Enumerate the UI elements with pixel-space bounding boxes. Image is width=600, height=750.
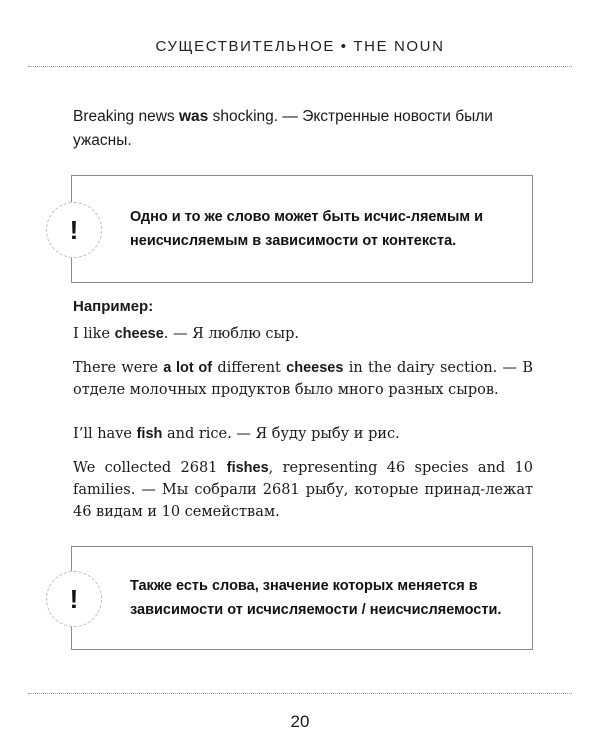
running-header: СУЩЕСТВИТЕЛЬНОЕ • THE NOUN	[155, 38, 445, 55]
example-sentence: We collected 2681 fishes, representing 46 species and 10 families. — Мы собрали 2681 рыбу, которые принад-лежат 46 видам и 10 семействам.	[73, 460, 533, 520]
note-text: Одно и то же слово может быть исчис-ляемым и неисчисляемым в зависимости от контекста.	[130, 209, 484, 249]
highlighted-word: cheese	[114, 326, 164, 342]
note-box-countability	[71, 175, 533, 283]
note-text: Также есть слова, значение которых меняется в зависимости от исчисляемости / неисчисляемости.	[130, 578, 502, 618]
footer-divider	[28, 693, 572, 694]
example-sentence: I’ll have fish and rice. — Я буду рыбу и рис.	[73, 426, 400, 442]
highlighted-word: cheeses	[286, 360, 344, 376]
intro-text-part1: Breaking news	[73, 108, 179, 125]
intro-text-part2: shocking. — Экстренные новости были ужасны.	[73, 108, 493, 149]
highlighted-word: fishes	[226, 460, 269, 476]
examples-heading: Например:	[73, 298, 154, 315]
intro-paragraph	[73, 105, 543, 153]
highlighted-word: fish	[136, 426, 163, 442]
example-sentence: I like cheese. — Я люблю сыр.	[73, 326, 299, 342]
page-number: 20	[290, 712, 310, 731]
note-box-meaning-change	[71, 546, 533, 650]
exclamation-icon: !	[46, 202, 102, 258]
highlighted-word: a lot of	[163, 360, 213, 376]
header-divider	[28, 66, 572, 67]
intro-bold-word: was	[178, 108, 209, 125]
example-sentence: There were a lot of different cheeses in the dairy section. — В отделе молочных продуктов было много разных сыров.	[73, 360, 533, 398]
exclamation-icon: !	[46, 571, 102, 627]
